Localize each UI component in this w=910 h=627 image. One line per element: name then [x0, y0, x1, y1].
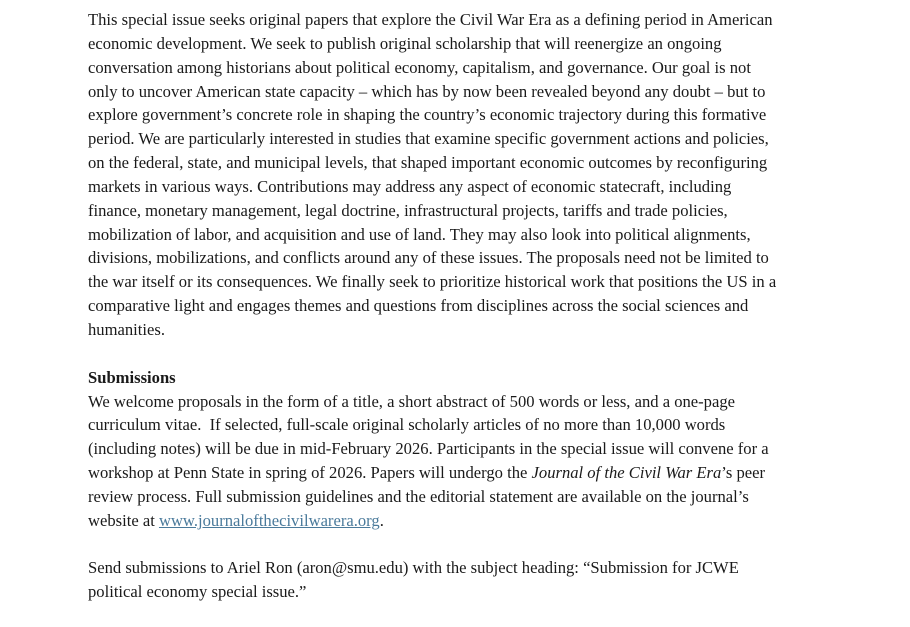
intro-line: the war itself or its consequences. We finally seek to prioritize historical work that positions the US in a [88, 272, 777, 292]
intro-line: conversation among historians about political economy, capitalism, and governance. Our goal is not [88, 57, 751, 77]
submissions-line [88, 461, 828, 485]
paragraph-spacer [88, 342, 828, 366]
submissions-line-text: workshop at Penn State in spring of 2026. Papers will undergo the [88, 463, 532, 483]
submissions-line: curriculum vitae. If selected, full-scale original scholarly articles of no more than 10,000 words [88, 415, 726, 435]
intro-line: on the federal, state, and municipal levels, that shaped important economic outcomes by reconfiguring [88, 153, 768, 173]
contact-line: political economy special issue.” [88, 582, 307, 602]
submissions-line: We welcome proposals in the form of a title, a short abstract of 500 words or less, and a one-page [88, 391, 736, 411]
submissions-line-text: website at [88, 510, 159, 530]
document-body [88, 8, 828, 604]
submissions-line-text: ’s peer [721, 463, 766, 483]
contact-line: Send submissions to Ariel Ron (aron@smu.edu) with the subject heading: “Submission for JCWE [88, 558, 739, 578]
intro-line: This special issue seeks original papers that explore the Civil War Era as a defining period in American [88, 10, 773, 29]
intro-line: finance, monetary management, legal doctrine, infrastructural projects, tariffs and trade policies, [88, 200, 728, 220]
contact-paragraph [88, 556, 828, 604]
submissions-line: (including notes) will be due in mid-February 2026. Participants in the special issue will convene for a [88, 439, 769, 459]
intro-line: markets in various ways. Contributions may address any aspect of economic statecraft, including [88, 176, 732, 196]
intro-paragraph [88, 8, 828, 342]
paragraph-spacer [88, 533, 828, 557]
intro-line: mobilization of labor, and acquisition and use of land. They may also look into political alignments, [88, 224, 751, 244]
submissions-line [88, 509, 828, 533]
intro-line: period. We are particularly interested in studies that examine specific government actions and policies, [88, 129, 769, 149]
journal-website-link[interactable]: www.journalofthecivilwarera.org [158, 510, 380, 530]
intro-line: comparative light and engages themes and questions from disciplines across the social sciences and [88, 296, 749, 316]
journal-title: Journal of the Civil War Era [531, 463, 722, 483]
submissions-section [88, 366, 828, 533]
intro-line: humanities. [88, 319, 165, 339]
submissions-line: review process. Full submission guidelines and the editorial statement are available on the journal’s [88, 486, 749, 506]
intro-line: only to uncover American state capacity – which has by now been revealed beyond any doubt – but to [88, 81, 766, 101]
intro-line: explore government’s concrete role in shaping the country’s economic trajectory during this formative [88, 105, 767, 125]
submissions-heading: Submissions [88, 367, 176, 387]
intro-line: divisions, mobilizations, and conflicts around any of these issues. The proposals need not be limited to [88, 248, 769, 268]
submissions-line-text: . [379, 510, 384, 530]
intro-line: economic development. We seek to publish original scholarship that will reenergize an ongoing [88, 33, 722, 53]
